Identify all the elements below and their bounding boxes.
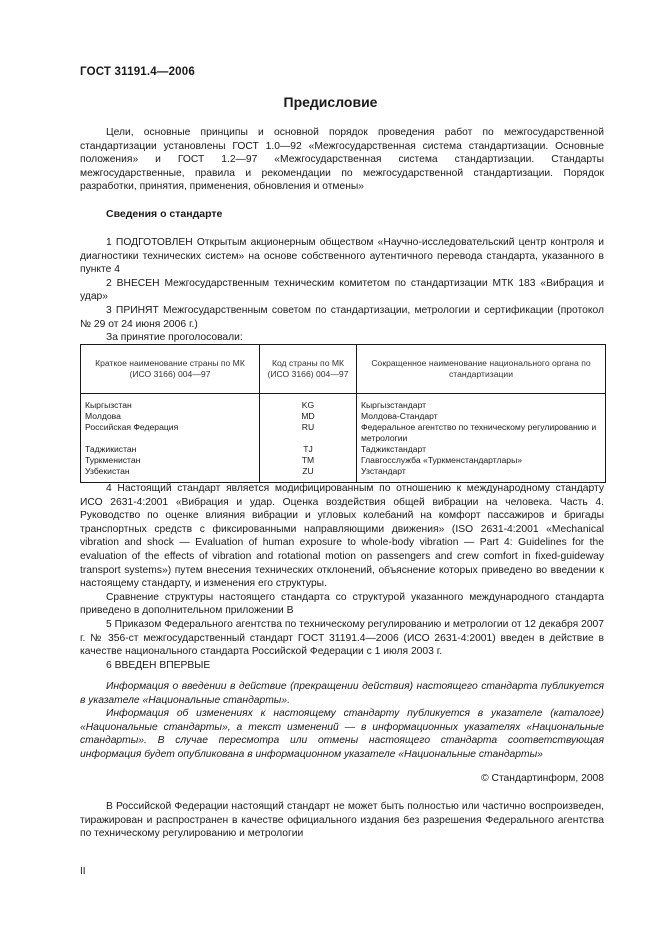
code-cell: ZU [260, 466, 357, 483]
body-cell: Главгосслужба «Туркменстандартлары» [357, 455, 606, 466]
item-3: 3 ПРИНЯТ Межгосударственным советом по стандартизации, метрологии и сертификации (протокол № 29 от 24 июня 2006 г.) [80, 304, 604, 330]
reproduction-notice-block [80, 800, 604, 841]
after-table-block [80, 482, 604, 672]
document-code: ГОСТ 31191.4—2006 [80, 66, 195, 78]
country-cell: Молдова [81, 411, 260, 422]
info-paragraph-1: Информация о введении в действие (прекращении действия) настоящего стандарта публикуется в указателе «Национальные стандарты». [80, 681, 604, 706]
table-row [81, 444, 606, 455]
item-4: 4 Настоящий стандарт является модифицированным по отношению к международному стандарту ИСО 2631-4:2001 «Вибрация и удар. Оценка воздействия общей вибрации на человека. Часть 4. Руководство по оценке влияния вибрации и угловых колебаний на комфорт пассажиров и бригады транспортных средств с фиксированными направляющими движения» (ISO 2631-4:2001 «Mechanical vibration and shock — Evaluation of human exposure to whole-body vibration — Part 4: Guidelines for the evaluation of the effects of vibration and rotational motion on passengers and crew comfort in fixed-guideway transport systems») путем внесения технических отклонений, объяснение которых приведено во введении к настоящему стандарту, и изменения его структуры. [80, 483, 604, 590]
preface-title: Предисловие [283, 94, 378, 110]
country-cell: Таджикистан [81, 444, 260, 455]
info-block [80, 680, 604, 762]
page-number: II [80, 866, 86, 877]
country-cell: Кыргызстан [81, 394, 260, 412]
body-cell: Молдова-Стандарт [357, 411, 606, 422]
item-2: 2 ВНЕСЕН Межгосударственным техническим комитетом по стандартизации МТК 183 «Вибрация и удар» [80, 277, 604, 303]
code-cell: TM [260, 455, 357, 466]
info-paragraph-2: Информация об изменениях к настоящему стандарту публикуется в указателе (каталоге) «Национальные стандарты», а текст изменений — в информационных указателях «Национальные стандарты». В случае пересмотра или отмены настоящего стандарта соответствующая информация будет опубликована в информационном указателе «Национальные стандарты» [80, 708, 604, 760]
country-cell: Туркменистан [81, 455, 260, 466]
copyright-line: © Стандартинформ, 2008 [481, 773, 604, 784]
code-cell: MD [260, 411, 357, 422]
preface-intro-block [80, 126, 604, 194]
code-cell: TJ [260, 444, 357, 455]
country-cell: Узбекистан [81, 466, 260, 483]
standard-items-block [80, 236, 604, 345]
col-body-header: Сокращенное наименование национального органа по стандартизации [357, 345, 606, 394]
body-cell: Таджикстандарт [357, 444, 606, 455]
standard-info-heading: Сведения о стандарте [106, 208, 223, 220]
table-row [81, 394, 606, 412]
table-row [81, 455, 606, 466]
voting-caption: За принятие проголосовали: [106, 332, 243, 344]
body-cell: Узстандарт [357, 466, 606, 483]
item-5: 5 Приказом Федерального агентства по техническому регулированию и метрологии от 12 декабря 2007 г. № 356-ст межгосударственный стандарт ГОСТ 31191.4—2006 (ИСО 2631-4:2001) введен в действие в качестве национального стандарта Российской Федерации с 1 июля 2003 г. [80, 618, 604, 658]
item-1: 1 ПОДГОТОВЛЕН Открытым акционерным обществом «Научно-исследовательский центр контроля и диагностики технических систем» на основе собственного аутентичного перевода стандарта, указанного в пункте 4 [80, 237, 604, 276]
code-cell: KG [260, 394, 357, 412]
table-header-row [81, 345, 606, 394]
voting-table [80, 344, 606, 483]
col-country-header: Краткое наименование страны по МК (ИСО 3166) 004—97 [81, 345, 260, 394]
country-cell: Российская Федерация [81, 422, 260, 444]
table-row [81, 466, 606, 483]
table-row [81, 411, 606, 422]
body-cell: Кыргызстандарт [357, 394, 606, 412]
item-6: 6 ВВЕДЕН ВПЕРВЫЕ [106, 659, 211, 671]
reproduction-notice: В Российской Федерации настоящий стандарт не может быть полностью или частично воспроизведен, тиражирован и распространен в качестве официального издания без разрешения Федерального агентства по техническому регулированию и метрологии [80, 801, 604, 840]
body-cell: Федеральное агентство по техническому регулированию и метрологии [357, 422, 606, 444]
code-cell: RU [260, 422, 357, 444]
table-row [81, 422, 606, 444]
structure-comparison: Сравнение структуры настоящего стандарта со структурой указанного международного стандарта приведено в дополнительном приложении В [80, 591, 604, 617]
col-code-header: Код страны по МК (ИСО 3166) 004—97 [260, 345, 357, 394]
preface-intro: Цели, основные принципы и основной порядок проведения работ по межгосударственной стандартизации установлены ГОСТ 1.0—92 «Межгосударственная система стандартизации. Основные положения» и ГОСТ 1.2—97 «Межгосударственная система стандартизации. Стандарты межгосударственные, правила и рекомендации по межгосударственной стандартизации. Порядок разработки, принятия, применения, обновления и отмены» [80, 127, 604, 193]
